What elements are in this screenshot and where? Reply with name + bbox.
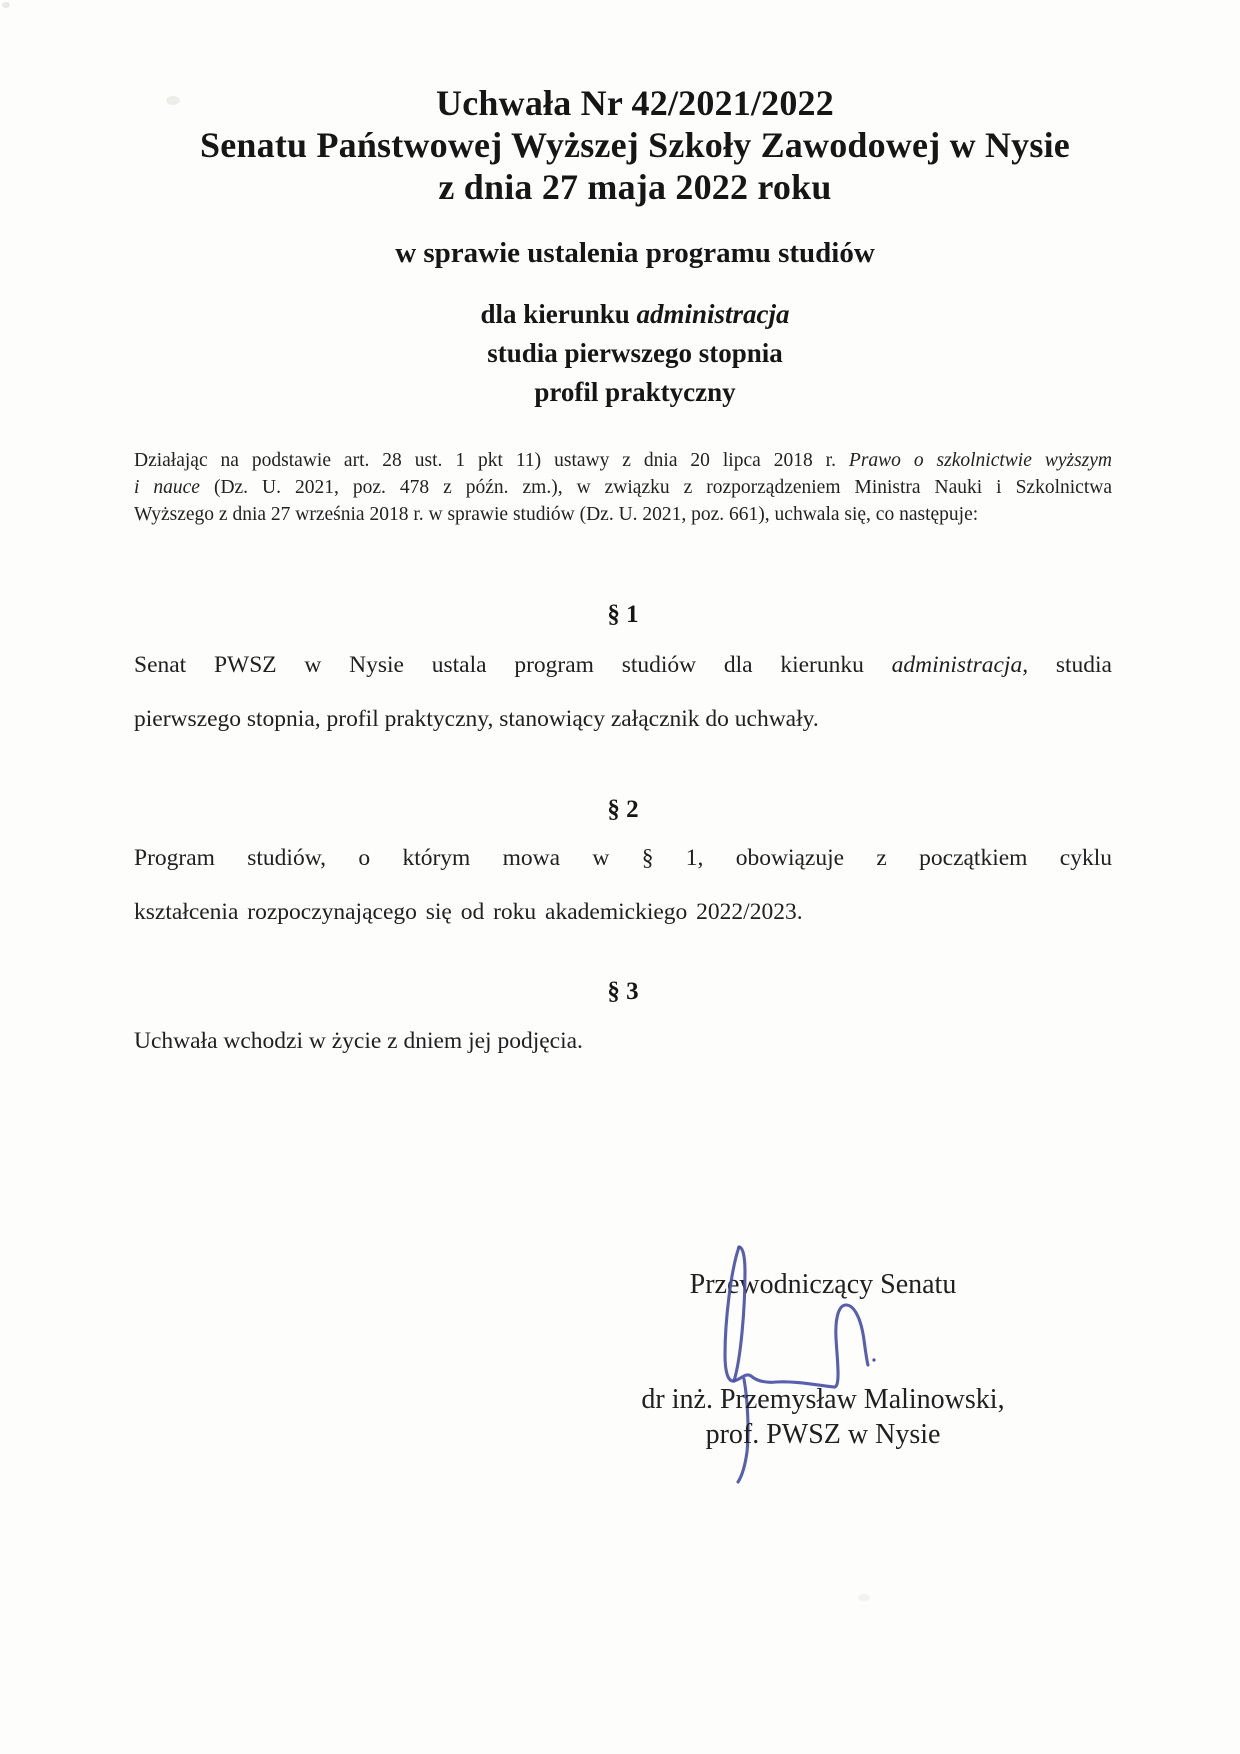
signature-name-line: dr inż. Przemysław Malinowski, xyxy=(641,1384,1005,1415)
signature-stroke xyxy=(734,1247,745,1381)
profile-line: profil praktyczny xyxy=(534,377,736,407)
preamble-line-2 xyxy=(134,474,1112,501)
section-1-line-2: pierwszego stopnia, profil praktyczny, stanowiący załącznik do uchwały. xyxy=(134,706,819,732)
section-3-paragraph xyxy=(134,1014,1112,1068)
signature-name-block xyxy=(593,1382,1053,1452)
section-1-paragraph xyxy=(134,638,1112,746)
cited-act-title: Prawo o szkolnictwie wyższym xyxy=(848,450,1112,471)
section-2-line-2: kształcenia rozpoczynającego się od roku akademickiego 2022/2023. xyxy=(134,899,803,925)
preamble-line-3: Wyższego z dnia 27 września 2018 r. w sprawie studiów (Dz. U. 2021, poz. 661), uchwala się, co następuje: xyxy=(134,504,979,525)
field-of-study-block xyxy=(70,295,1200,412)
document-heading xyxy=(70,82,1200,208)
section-text: Senat PWSZ w Nysie ustala program studiów dla kierunku xyxy=(134,652,892,678)
field-prefix: dla kierunku xyxy=(480,299,637,329)
section-2-marker: § 2 xyxy=(607,796,639,823)
section-1-line-1 xyxy=(134,638,1112,692)
scan-speck xyxy=(858,1594,870,1601)
section-text: studia xyxy=(1028,652,1112,678)
field-name: administracja, xyxy=(891,652,1029,678)
section-3-line-1: Uchwała wchodzi w życie z dniem jej podjęcia. xyxy=(134,1028,583,1054)
signature-role-line: Przewodniczący Senatu xyxy=(689,1269,957,1300)
preamble-text: (Dz. U. 2021, poz. 478 z późn. zm.), w związku z rozporządzeniem Ministra Nauki i Szkolnictwa xyxy=(199,477,1112,498)
cited-act-title: i nauce xyxy=(134,477,200,498)
section-2-paragraph xyxy=(134,831,1112,939)
field-name: administracja xyxy=(636,299,790,329)
field-of-study-line xyxy=(70,295,1200,334)
section-2-line-1: Program studiów, o którym mowa w § 1, obowiązuje z początkiem cyklu xyxy=(134,845,1112,871)
section-1-marker: § 1 xyxy=(607,601,639,628)
signature-ink-dot xyxy=(872,1358,875,1361)
subject-line: w sprawie ustalenia programu studiów xyxy=(395,237,875,269)
signature-ink xyxy=(690,1230,910,1500)
legal-basis-paragraph xyxy=(134,447,1112,528)
section-3-marker: § 3 xyxy=(607,978,639,1005)
scan-speck xyxy=(2,2,10,8)
preamble-text: Działając na podstawie art. 28 ust. 1 pkt 11) ustawy z dnia 20 lipca 2018 r. xyxy=(134,450,849,471)
degree-line: studia pierwszego stopnia xyxy=(487,338,783,368)
preamble-line-1 xyxy=(134,447,1112,474)
resolution-number-line: Uchwała Nr 42/2021/2022 xyxy=(436,83,834,123)
date-line: z dnia 27 maja 2022 roku xyxy=(438,167,832,207)
issuer-line: Senatu Państwowej Wyższej Szkoły Zawodowej w Nysie xyxy=(200,125,1070,165)
signature-title-line: prof. PWSZ w Nysie xyxy=(705,1419,941,1450)
